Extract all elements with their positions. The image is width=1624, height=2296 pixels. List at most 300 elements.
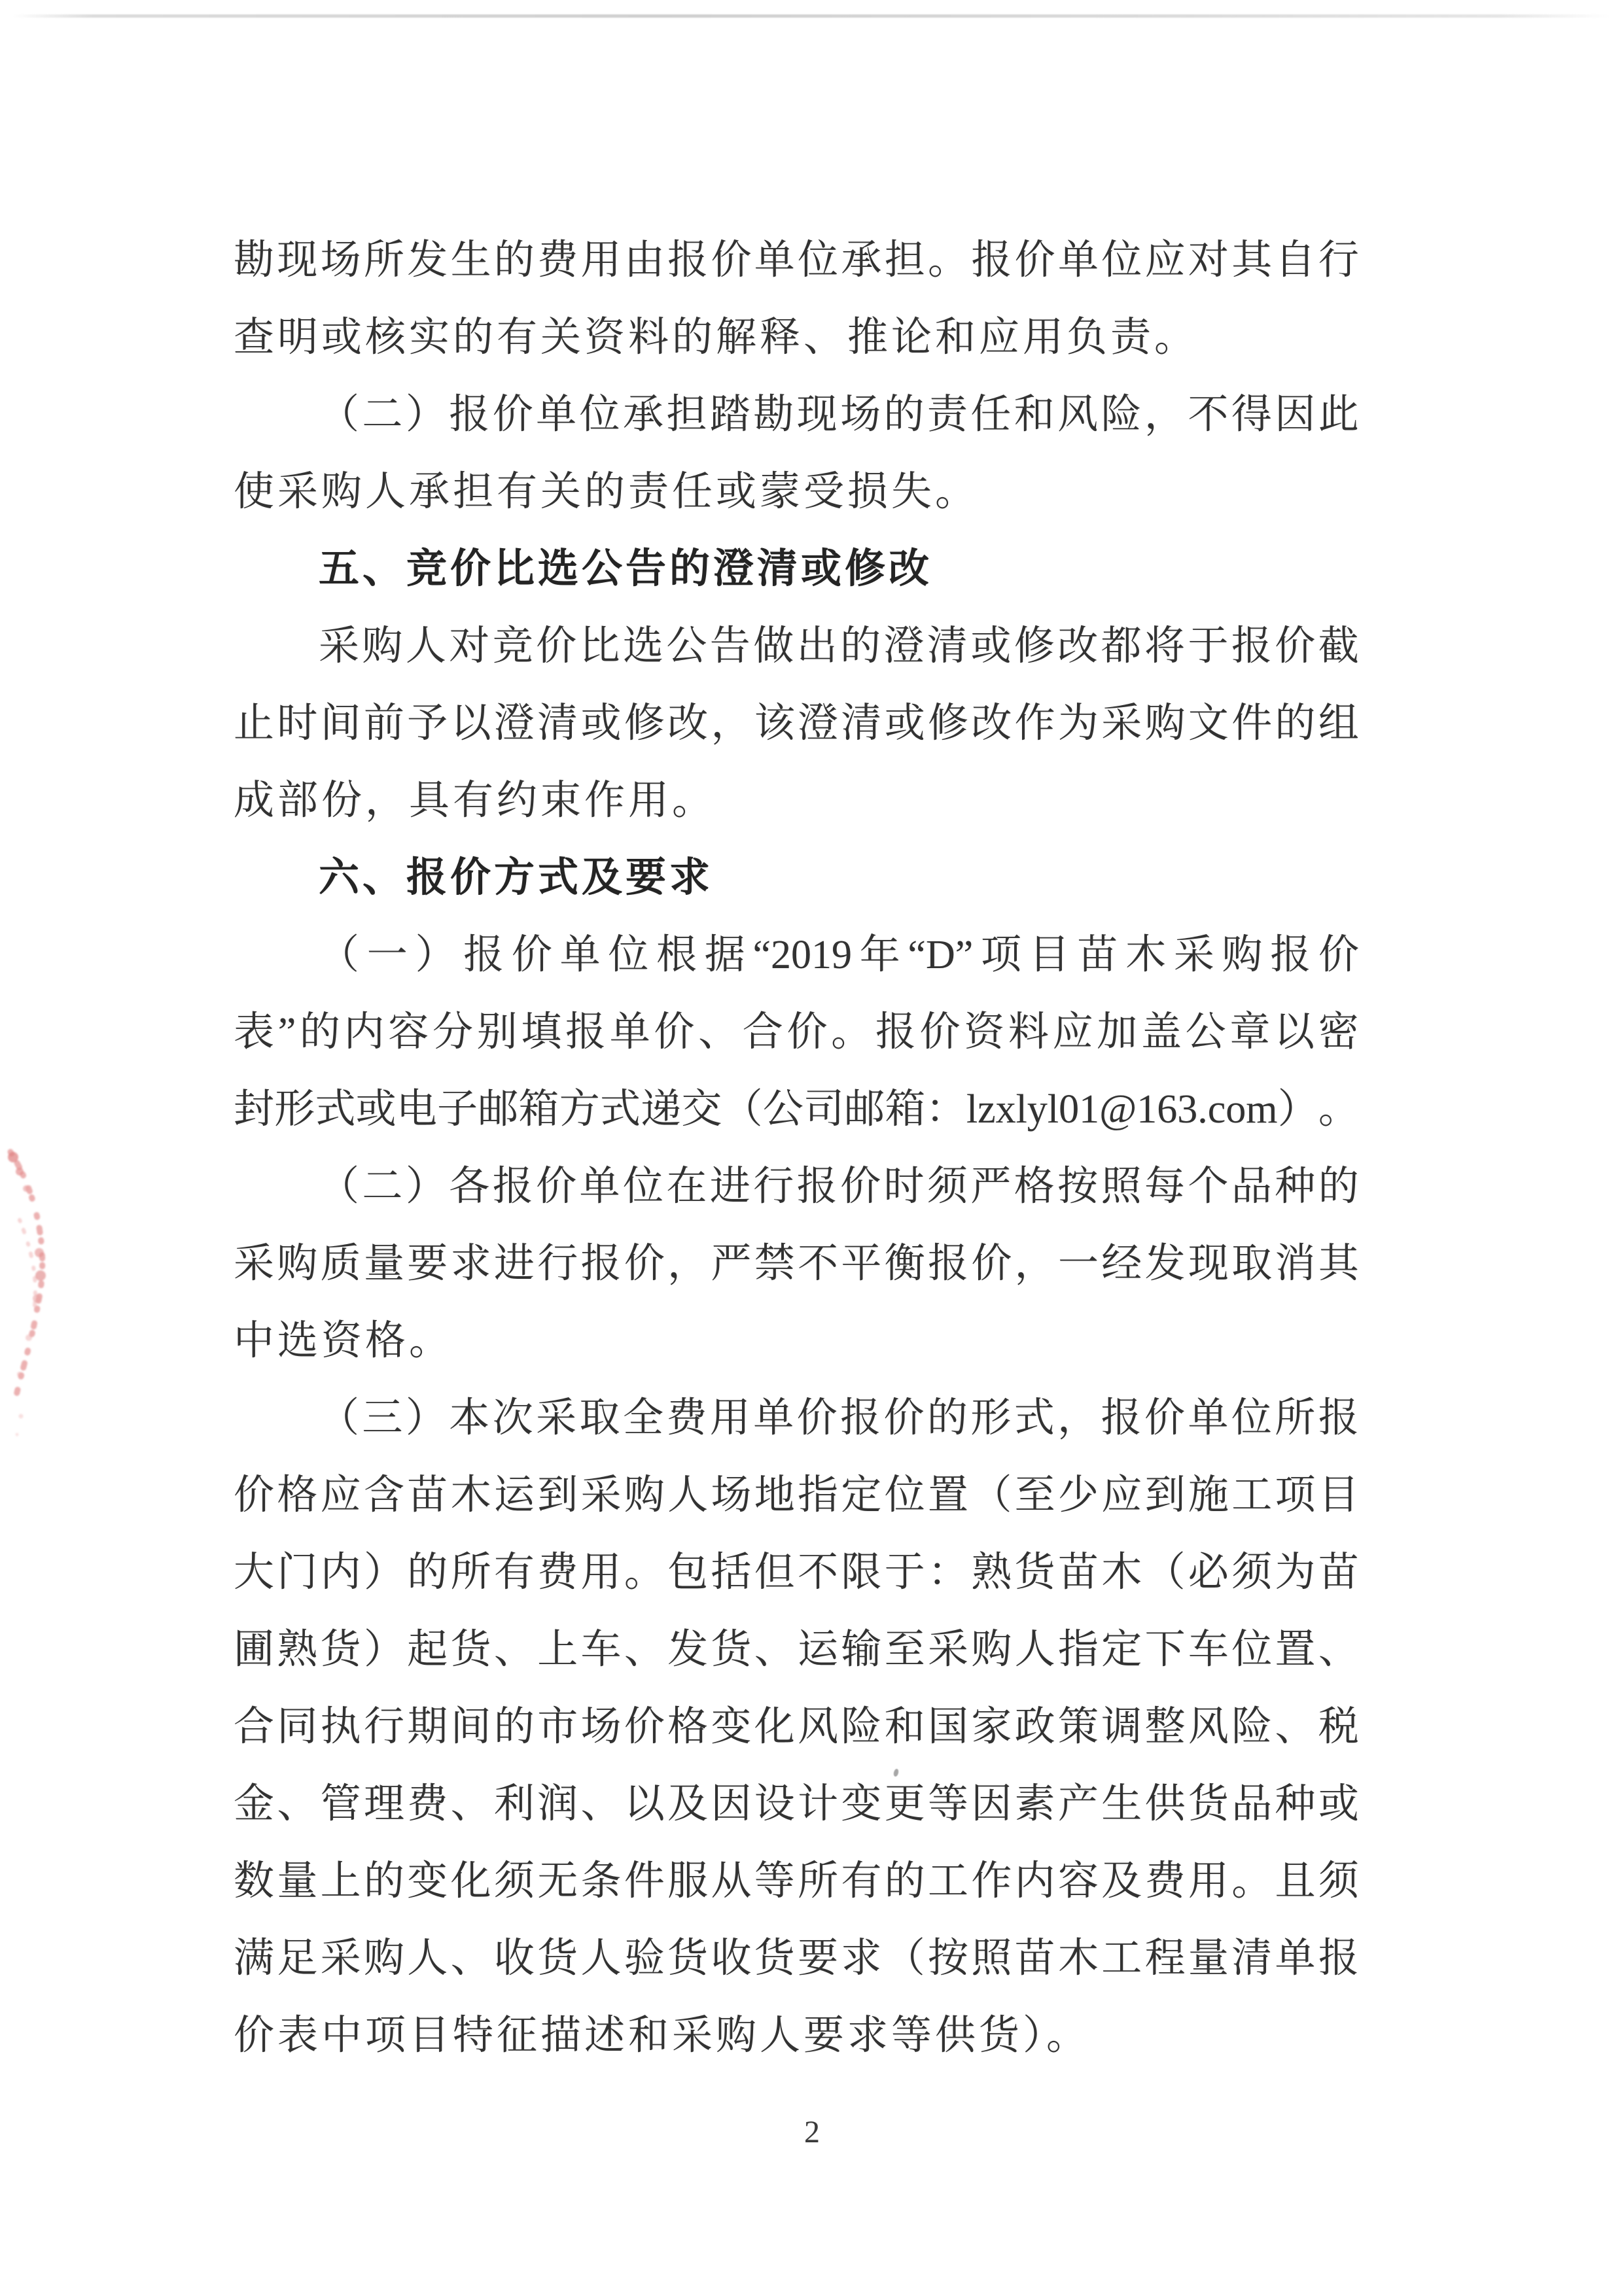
text-token: 报 — [1231, 624, 1272, 669]
text-token: 容 — [1057, 1859, 1099, 1904]
text-token: 本 — [449, 1396, 490, 1440]
text-token: 的 — [1318, 1164, 1359, 1209]
text-token: 变 — [407, 1859, 448, 1904]
text-token: 的 — [363, 1859, 404, 1904]
text-token: 公 — [762, 1087, 803, 1132]
text-line — [234, 1843, 1359, 1920]
text-token: 三 — [362, 1396, 403, 1440]
text-line — [234, 376, 1359, 453]
text-token: 数 — [234, 1859, 275, 1904]
text-token: 填 — [521, 1010, 562, 1054]
text-token: 采 — [319, 624, 360, 669]
text-token: 风 — [1188, 1705, 1229, 1749]
text-token: 得 — [1231, 392, 1272, 437]
text-token: 位 — [622, 1164, 663, 1209]
text-token: 位 — [579, 392, 620, 437]
text-line — [234, 1534, 1359, 1611]
text-token: 报 — [840, 1396, 881, 1440]
text-token: 、 — [1318, 1627, 1359, 1672]
text-token: 修 — [928, 701, 969, 746]
text-token: 包 — [667, 1550, 709, 1595]
text-token: 严 — [711, 1242, 752, 1286]
text-token: 价 — [919, 1010, 961, 1054]
text-token: 为 — [1057, 701, 1099, 746]
text-line — [234, 1765, 1359, 1843]
text-token: 至 — [884, 1627, 925, 1672]
text-token: 公 — [666, 624, 707, 669]
text-token: 该 — [754, 701, 795, 746]
text-token: 等 — [928, 1782, 969, 1826]
text-token: 所 — [1275, 1396, 1316, 1440]
text-token: 种 — [1275, 1782, 1316, 1826]
text-token: 苗 — [1318, 1550, 1359, 1595]
text-token: 个 — [1188, 1164, 1229, 1209]
text-token: 位 — [608, 933, 649, 977]
text-token: 须 — [927, 1164, 968, 1209]
text-token: ） — [405, 392, 446, 437]
text-token: 合 — [234, 1705, 275, 1749]
text-token: 现 — [277, 238, 318, 283]
text-token: 位 — [1101, 238, 1142, 283]
text-token: 递 — [641, 1087, 682, 1132]
text-token: 单 — [1188, 1396, 1229, 1440]
text-token: 时 — [277, 701, 318, 746]
text-token: 作 — [1014, 701, 1055, 746]
text-token: ： — [928, 1550, 969, 1595]
text-token: 澄 — [493, 701, 535, 746]
text-token: 报 — [796, 1164, 838, 1209]
text-token: 货 — [1014, 1550, 1055, 1595]
text-token: 表 — [234, 1010, 275, 1054]
text-token: 化 — [754, 1705, 795, 1749]
text-token: 起 — [407, 1627, 448, 1672]
text-token: 供 — [1144, 1782, 1186, 1826]
text-token: 澄 — [798, 701, 839, 746]
text-token: 内 — [1014, 1859, 1055, 1904]
text-token: 据 — [704, 933, 745, 977]
text-token: 因 — [1275, 392, 1316, 437]
text-token: 形 — [274, 1087, 315, 1132]
text-token: 以 — [1274, 1010, 1315, 1054]
text-token: 的 — [927, 1396, 968, 1440]
text-token: 调 — [1101, 1705, 1142, 1749]
text-token: 苗 — [1014, 1936, 1055, 1981]
text-token: 必 — [1188, 1550, 1229, 1595]
text-token: （ — [884, 1936, 925, 1981]
text-token: 格 — [277, 1473, 318, 1518]
text-token: （ — [319, 1164, 360, 1209]
text-token: 自 — [1275, 238, 1316, 283]
text-token: 策 — [1057, 1705, 1099, 1749]
text-token: 价 — [624, 1705, 665, 1749]
text-token: 前 — [363, 701, 404, 746]
text-token: 照 — [971, 1936, 1012, 1981]
text-token: 的 — [840, 624, 881, 669]
text-token: 在 — [666, 1164, 707, 1209]
text-token: 、 — [450, 1936, 491, 1981]
text-token: 报 — [1318, 1396, 1359, 1440]
text-token: 的 — [493, 1705, 535, 1749]
text-line — [234, 608, 1359, 685]
text-token: 或 — [1318, 1782, 1359, 1826]
text-token: 费 — [666, 1396, 707, 1440]
text-token: 生 — [450, 238, 491, 283]
text-token: 和 — [1014, 392, 1055, 437]
text-token: 质 — [320, 1242, 361, 1286]
text-token: 量 — [363, 1242, 404, 1286]
text-token: 因 — [971, 1782, 1012, 1826]
text-token: 大 — [234, 1550, 275, 1595]
text-token: （ — [319, 392, 360, 437]
text-token: 行 — [537, 1242, 578, 1286]
text-token: 服 — [667, 1859, 709, 1904]
text-token: 位 — [1231, 1396, 1272, 1440]
text-token: 发 — [667, 1627, 709, 1672]
text-token: 禁 — [754, 1242, 795, 1286]
text-token: 门 — [277, 1550, 318, 1595]
text-token: 采 — [1173, 933, 1214, 977]
text-token: 险 — [841, 1705, 882, 1749]
text-token: 税 — [1318, 1705, 1359, 1749]
text-token: 踏 — [709, 392, 750, 437]
text-token: 勘 — [753, 392, 794, 437]
text-token: 价 — [711, 238, 752, 283]
text-token: 润 — [537, 1782, 578, 1826]
text-token: 式 — [599, 1087, 641, 1132]
text-token: “D” — [908, 933, 974, 977]
text-token: 人 — [407, 1936, 448, 1981]
text-token: 资 — [964, 1010, 1005, 1054]
red-stamp-smudge — [0, 1141, 79, 1449]
text-token: 采 — [234, 1242, 275, 1286]
text-token: 须 — [1318, 1859, 1359, 1904]
text-token: 任 — [970, 392, 1012, 437]
text-token: ， — [1144, 392, 1186, 437]
text-token: 工 — [928, 1859, 969, 1904]
text-token: 单 — [1057, 238, 1099, 283]
text-token: 章 — [1229, 1010, 1271, 1054]
text-token: 比 — [579, 624, 620, 669]
text-token: 责 — [927, 392, 968, 437]
text-token: 且 — [1275, 1859, 1316, 1904]
text-token: 澄 — [883, 624, 925, 669]
text-token: 价 — [971, 1242, 1012, 1286]
text-token: 单 — [579, 1164, 620, 1209]
text-token: 封 — [234, 1087, 275, 1132]
text-token: 应 — [320, 1473, 361, 1518]
text-token: 价 — [654, 1010, 695, 1054]
text-token: 现 — [1188, 1242, 1229, 1286]
text-token: 箱 — [885, 1087, 926, 1132]
text-token: 含 — [363, 1473, 404, 1518]
text-token: 应 — [1144, 238, 1186, 283]
text-token: 应 — [1052, 1010, 1093, 1054]
text-token: 止 — [234, 701, 275, 746]
text-token: 品 — [1231, 1782, 1273, 1826]
text-token: 式 — [1014, 1396, 1055, 1440]
text-token: 有 — [493, 1550, 535, 1595]
text-token: 。 — [624, 1550, 665, 1595]
text-token: 的 — [299, 1010, 340, 1054]
text-token: 品 — [1231, 1164, 1272, 1209]
text-token: 进 — [709, 1164, 750, 1209]
text-token: 报 — [463, 933, 504, 977]
text-token: 发 — [1144, 1242, 1186, 1286]
text-token: 须 — [1231, 1550, 1273, 1595]
text-token: 验 — [624, 1936, 665, 1981]
text-token: 格 — [1014, 1164, 1055, 1209]
text-token: 的 — [884, 1859, 925, 1904]
text-token: 货 — [450, 1627, 491, 1672]
text-token: 或 — [355, 1087, 397, 1132]
text-token: 木 — [1101, 1550, 1142, 1595]
text-token: 出 — [796, 624, 838, 669]
text-token: 的 — [883, 392, 925, 437]
text-token: 应 — [1101, 1473, 1142, 1518]
text-token: 指 — [798, 1473, 839, 1518]
text-token: 合 — [742, 1010, 783, 1054]
text-token: 期 — [407, 1705, 448, 1749]
text-token: 位 — [884, 1473, 925, 1518]
text-token: 险 — [1101, 392, 1142, 437]
text-token: 价 — [1318, 933, 1359, 977]
text-token: 、 — [754, 1627, 795, 1672]
text-token: 每 — [1144, 1164, 1186, 1209]
text-line: 使采购人承担有关的责任或蒙受损失。 — [234, 470, 980, 514]
text-token: （ — [319, 933, 360, 977]
text-token: 种 — [1275, 1164, 1316, 1209]
text-token: 行 — [363, 1705, 404, 1749]
text-token: 改 — [1057, 624, 1099, 669]
text-token: 价 — [840, 1164, 881, 1209]
text-token: 和 — [884, 1705, 925, 1749]
text-token: “2019 — [752, 933, 852, 977]
text-token: 场 — [580, 1705, 622, 1749]
text-token: 取 — [1231, 1242, 1273, 1286]
text-token: 至 — [1014, 1473, 1055, 1518]
text-token: 做 — [753, 624, 794, 669]
text-token: 其 — [1231, 238, 1273, 283]
text-token: 由 — [624, 238, 665, 283]
text-token: 报 — [580, 1242, 622, 1286]
text-token: 选 — [622, 624, 663, 669]
text-line — [234, 1920, 1359, 1997]
text-token: 经 — [1101, 1242, 1142, 1286]
text-token: ） — [363, 1550, 404, 1595]
text-token: 时 — [883, 1164, 925, 1209]
text-token: 同 — [277, 1705, 318, 1749]
text-token: 修 — [1014, 624, 1055, 669]
text-token: 都 — [1101, 624, 1142, 669]
text-token: 所 — [450, 1550, 491, 1595]
text-token: 量 — [1188, 1936, 1229, 1981]
text-token: 衡 — [884, 1242, 925, 1286]
text-token: 按 — [928, 1936, 969, 1981]
text-line: 中选资格。 — [234, 1319, 453, 1363]
text-token: 分 — [432, 1010, 473, 1054]
text-token: 目 — [1029, 933, 1070, 977]
text-token: 输 — [841, 1627, 882, 1672]
text-token: 于 — [884, 1550, 925, 1595]
text-token: 求 — [450, 1242, 491, 1286]
text-token: 价 — [1144, 1396, 1186, 1440]
text-token: 一 — [366, 933, 408, 977]
text-token: 邮 — [478, 1087, 519, 1132]
text-token: 苗 — [1077, 933, 1118, 977]
text-token: 政 — [1014, 1705, 1055, 1749]
text-token: 报 — [492, 1164, 533, 1209]
text-token: 指 — [1057, 1627, 1099, 1672]
text-token: 根 — [656, 933, 697, 977]
text-token: 不 — [798, 1242, 839, 1286]
text-token: 工 — [1231, 1473, 1273, 1518]
text-token: 车 — [1188, 1627, 1229, 1672]
text-token: 格 — [667, 1705, 709, 1749]
text-token: 位 — [798, 238, 839, 283]
text-token: 行 — [1318, 238, 1359, 283]
text-line — [234, 916, 1359, 994]
text-token: 购 — [277, 1242, 318, 1286]
text-token: 变 — [711, 1705, 752, 1749]
text-line: 查明或核实的有关资料的解释、推论和应用负责。 — [234, 315, 1199, 360]
text-token: 二 — [362, 392, 403, 437]
text-token: 价 — [511, 933, 552, 977]
text-token: 用 — [580, 238, 622, 283]
text-token: 料 — [1008, 1010, 1049, 1054]
text-token: 报 — [1101, 1396, 1142, 1440]
text-token: 运 — [493, 1473, 535, 1518]
text-token: 市 — [537, 1705, 578, 1749]
text-token: 生 — [1101, 1782, 1142, 1826]
text-token: 计 — [798, 1782, 839, 1826]
text-line — [234, 222, 1359, 299]
text-token: 工 — [1101, 1936, 1142, 1981]
text-token: 交 — [681, 1087, 722, 1132]
text-token: 、 — [580, 1782, 622, 1826]
text-token: 价 — [624, 1242, 665, 1286]
text-token: 价 — [1275, 624, 1316, 669]
text-token: 场 — [320, 238, 361, 283]
text-token: 子 — [437, 1087, 478, 1132]
text-token: 进 — [493, 1242, 535, 1286]
text-line — [234, 1457, 1359, 1534]
text-token: 上 — [320, 1859, 361, 1904]
text-token: 圃 — [234, 1627, 275, 1672]
text-token: 化 — [450, 1859, 491, 1904]
text-token: 目 — [1318, 1473, 1359, 1518]
text-token: 少 — [1057, 1473, 1099, 1518]
text-token: 苗 — [1057, 1550, 1099, 1595]
text-token: 置 — [1275, 1627, 1316, 1672]
text-token: 次 — [492, 1396, 533, 1440]
text-token: 对 — [449, 624, 490, 669]
text-token: 。 — [1231, 1859, 1273, 1904]
text-token: 人 — [580, 1936, 622, 1981]
text-token: 此 — [1318, 392, 1359, 437]
text-token: 的 — [493, 238, 535, 283]
text-token: （ — [319, 1396, 360, 1440]
text-token: 以 — [624, 1782, 665, 1826]
text-token: 位 — [1231, 1627, 1273, 1672]
text-token: 报 — [565, 1010, 607, 1054]
text-line — [234, 1688, 1359, 1765]
text-token: ） — [1277, 1087, 1318, 1132]
text-token: 。 — [1318, 1087, 1359, 1132]
text-token: 别 — [476, 1010, 518, 1054]
text-token: 司 — [803, 1087, 845, 1132]
text-token: 用 — [709, 1396, 750, 1440]
text-token: 。 — [831, 1010, 872, 1054]
text-token: ） — [405, 1396, 446, 1440]
text-token: 程 — [1144, 1936, 1186, 1981]
text-token: 照 — [1101, 1164, 1142, 1209]
text-token: 费 — [1144, 1859, 1186, 1904]
text-token: 严 — [970, 1164, 1012, 1209]
text-line — [234, 994, 1359, 1071]
text-token: 但 — [754, 1550, 795, 1595]
text-token: 加 — [1097, 1010, 1138, 1054]
text-token: 价 — [536, 1164, 577, 1209]
text-token: 清 — [537, 701, 578, 746]
text-token: 的 — [407, 1550, 448, 1595]
text-token: 、 — [1275, 1705, 1316, 1749]
text-token: 单 — [536, 392, 577, 437]
text-token: 购 — [1222, 933, 1263, 977]
text-token: 密 — [1318, 1010, 1359, 1054]
text-token: 采 — [320, 1936, 361, 1981]
text-token: 费 — [537, 1550, 578, 1595]
text-line — [234, 1148, 1359, 1225]
text-token: 利 — [493, 1782, 535, 1826]
text-token: 从 — [711, 1859, 752, 1904]
text-token: 改 — [667, 701, 709, 746]
text-token: ， — [1057, 1396, 1099, 1440]
text-token: 邮 — [844, 1087, 885, 1132]
text-token: 采 — [928, 1627, 969, 1672]
text-token: 满 — [234, 1936, 275, 1981]
text-token: 定 — [1101, 1627, 1142, 1672]
text-token: 为 — [1275, 1550, 1316, 1595]
text-token: ， — [711, 701, 752, 746]
text-token: ） — [363, 1627, 404, 1672]
text-token: 单 — [559, 933, 601, 977]
text-token: 要 — [407, 1242, 448, 1286]
text-token: 清 — [841, 701, 882, 746]
text-token: 木 — [1057, 1936, 1099, 1981]
text-token: 采 — [580, 1473, 622, 1518]
text-token: 采 — [1101, 701, 1142, 746]
text-token: 家 — [971, 1705, 1012, 1749]
text-token: 限 — [841, 1550, 882, 1595]
text-token: 设 — [754, 1782, 795, 1826]
text-token: 人 — [405, 624, 446, 669]
text-token: 价 — [492, 392, 533, 437]
text-token: 承 — [622, 392, 663, 437]
text-token: 价 — [536, 624, 577, 669]
text-token: 用 — [1188, 1859, 1229, 1904]
text-token: 到 — [537, 1473, 578, 1518]
text-token: 其 — [1318, 1242, 1359, 1286]
text-token: 及 — [667, 1782, 709, 1826]
text-token: 收 — [493, 1936, 535, 1981]
text-token: 内 — [344, 1010, 385, 1054]
text-token: 清 — [927, 624, 968, 669]
text-token: 险 — [1231, 1705, 1273, 1749]
text-token: 理 — [363, 1782, 404, 1826]
text-token: 将 — [1144, 624, 1186, 669]
text-token: 箱 — [518, 1087, 559, 1132]
text-token: 件 — [624, 1859, 665, 1904]
